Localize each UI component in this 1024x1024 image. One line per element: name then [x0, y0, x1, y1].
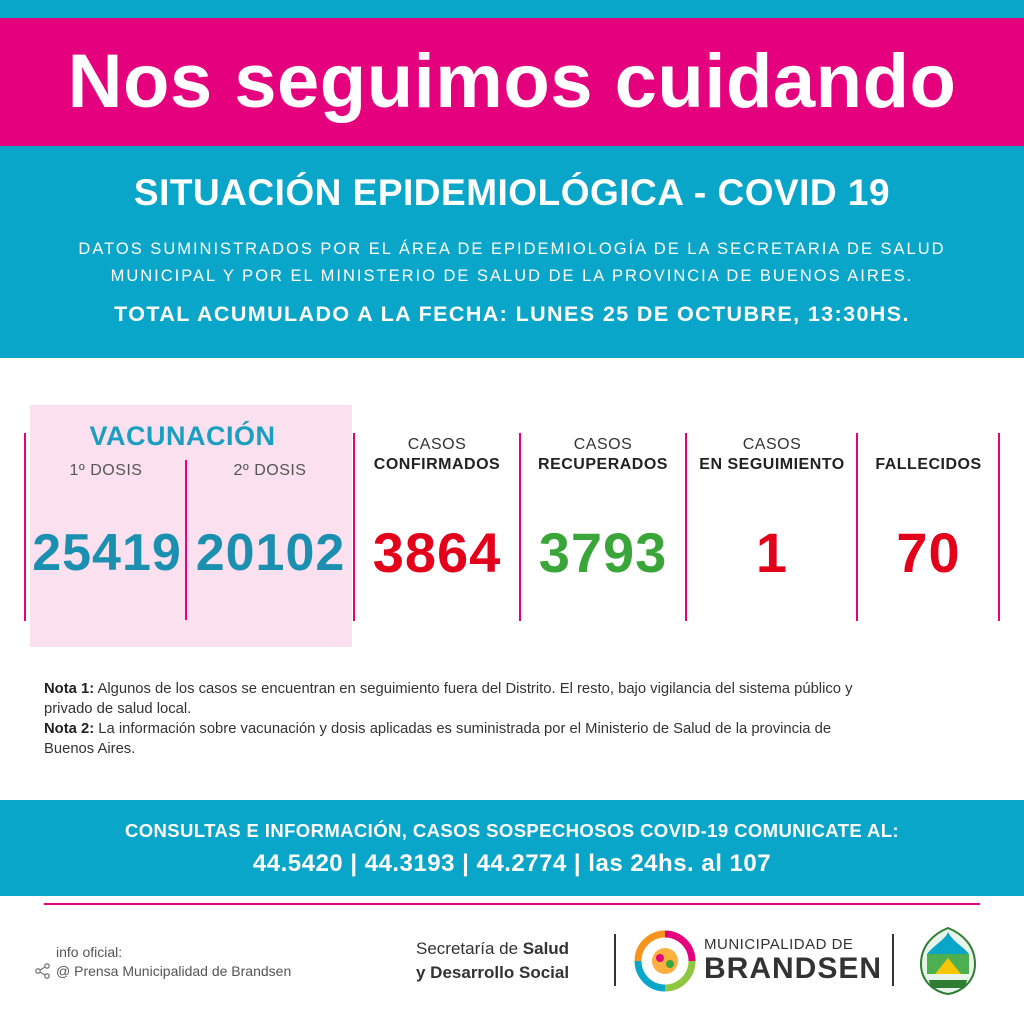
footer-separator — [614, 934, 616, 986]
deceased-header: FALLECIDOS — [875, 456, 982, 473]
statistics-panel — [0, 405, 1024, 650]
dose1-label: 1º DOSIS — [69, 462, 143, 479]
page-title: Nos seguimos cuidando — [67, 39, 957, 124]
divider — [353, 433, 355, 621]
contact-phones: 44.5420 | 44.3193 | 44.2774 | las 24hs. al 107 — [252, 850, 772, 877]
data-source-line-2: MUNICIPAL Y POR EL MINISTERIO DE SALUD DE LA PROVINCIA DE BUENOS AIRES. — [110, 267, 914, 285]
contact-band — [0, 800, 1024, 896]
data-source-line-1: DATOS SUMINISTRADOS POR EL ÁREA DE EPIDEMIOLOGÍA DE LA SECRETARIA DE SALUD — [78, 240, 946, 258]
section-subtitle: SITUACIÓN EPIDEMIOLÓGICA - COVID 19 — [133, 172, 891, 213]
vaccination-title: VACUNACIÓN — [89, 421, 276, 451]
confirmed-header: CASOS CONFIRMADOS — [373, 436, 501, 473]
recovered-value: 3793 — [538, 521, 668, 584]
municipal-name: MUNICIPALIDAD DE BRANDSEN — [704, 936, 883, 985]
divider — [519, 433, 521, 621]
divider — [998, 433, 1000, 621]
notes — [44, 679, 874, 759]
divider — [185, 460, 187, 620]
dose2-value: 20102 — [195, 524, 346, 582]
divider — [24, 433, 26, 621]
contact-heading: CONSULTAS E INFORMACIÓN, CASOS SOSPECHOSOS COVID-19 COMUNICATE AL: — [125, 820, 899, 841]
footer-divider — [44, 903, 980, 905]
brandsen-seal-icon — [915, 924, 981, 998]
data-source-text — [40, 236, 984, 290]
dose2-label: 2º DOSIS — [233, 462, 307, 479]
title-banner — [0, 18, 1024, 146]
secretaria-label: Secretaría de Salud y Desarrollo Social — [416, 939, 570, 982]
tracking-value: 1 — [755, 521, 789, 584]
official-info — [34, 944, 291, 980]
recovered-header: CASOS RECUPERADOS — [538, 436, 668, 473]
top-strip — [0, 0, 1024, 18]
divider — [856, 433, 858, 621]
header-band — [0, 146, 1024, 358]
info-label: info oficial: — [56, 944, 123, 960]
municipal-logo-icon — [634, 930, 696, 992]
share-icon — [34, 962, 52, 980]
footer-separator — [892, 934, 894, 986]
note-2: Nota 2: La información sobre vacunación y dosis aplicadas es suministrada por el Ministerio de Salud de la provincia de Buenos Aires. — [44, 721, 832, 757]
confirmed-value: 3864 — [372, 521, 502, 584]
deceased-value: 70 — [896, 521, 961, 584]
divider — [685, 433, 687, 621]
tracking-header: CASOS EN SEGUIMIENTO — [699, 436, 845, 473]
note-1: Nota 1: Algunos de los casos se encuentran en seguimiento fuera del Distrito. El resto, bajo vigilancia del sistema público y privado de salud local. — [44, 681, 853, 717]
dose1-value: 25419 — [32, 524, 182, 582]
info-handle: @ Prensa Municipalidad de Brandsen — [56, 963, 292, 979]
report-date: TOTAL ACUMULADO A LA FECHA: LUNES 25 DE OCTUBRE, 13:30HS. — [114, 302, 910, 326]
